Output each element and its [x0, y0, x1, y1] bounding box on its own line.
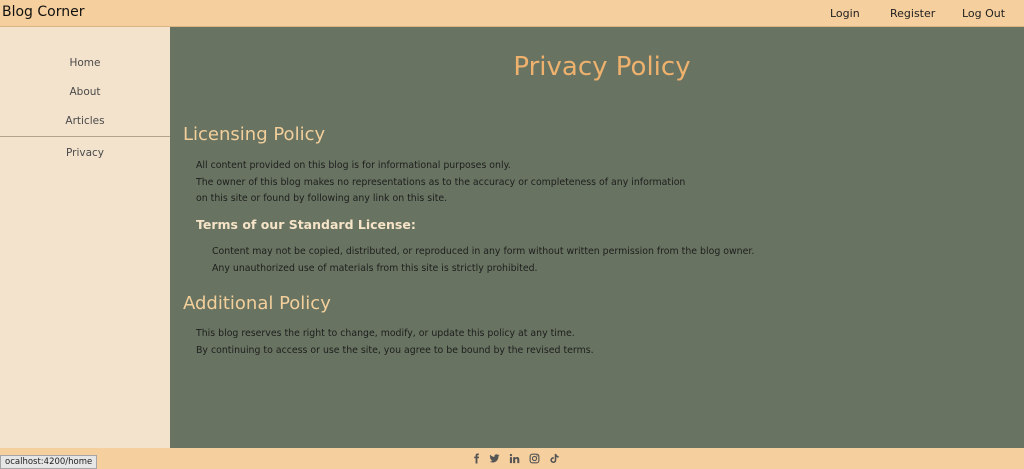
sidebar-divider [0, 136, 170, 137]
license-terms-line-1: Content may not be copied, distributed, or reproduced in any form without written permission from the blog owner. [212, 246, 755, 257]
logout-link[interactable]: Log Out [962, 7, 1006, 20]
licensing-line-2: The owner of this blog makes no representations as to the accuracy or completeness of any information [196, 176, 686, 188]
license-terms-heading: Terms of our Standard License: [196, 217, 416, 232]
additional-policy-heading: Additional Policy [183, 293, 331, 314]
additional-policy-text [196, 326, 594, 359]
additional-line-2: By continuing to access or use the site, you agree to be bound by the revised terms. [196, 344, 594, 356]
top-navbar [0, 0, 1024, 27]
licensing-policy-text [196, 158, 685, 208]
instagram-icon[interactable] [527, 452, 541, 465]
footer [0, 448, 1024, 469]
tiktok-icon[interactable] [547, 452, 561, 465]
page-title: Privacy Policy [513, 52, 691, 82]
licensing-line-3: on this site or found by following any link on this site. [196, 193, 448, 204]
additional-line-1: This blog reserves the right to change, modify, or update this policy at any time. [196, 328, 575, 339]
license-terms-text [212, 244, 754, 277]
register-link[interactable]: Register [890, 7, 936, 20]
licensing-policy-heading: Licensing Policy [183, 124, 326, 145]
main-content [170, 27, 1024, 448]
brand-logo[interactable]: Blog Corner [2, 4, 85, 20]
sidebar-item-home[interactable]: Home [69, 57, 101, 69]
status-bar-url: ocalhost:4200/home [0, 455, 97, 469]
licensing-line-1: All content provided on this blog is for informational purposes only. [196, 160, 511, 171]
sidebar-item-about[interactable]: About [69, 86, 101, 98]
linkedin-icon[interactable] [507, 452, 521, 465]
sidebar-item-privacy[interactable]: Privacy [65, 147, 105, 159]
login-link[interactable]: Login [830, 7, 860, 20]
sidebar-item-articles[interactable]: Articles [65, 115, 105, 127]
twitter-icon[interactable] [487, 452, 501, 465]
license-terms-line-2: Any unauthorized use of materials from this site is strictly prohibited. [212, 262, 538, 274]
sidebar [0, 27, 170, 448]
facebook-icon[interactable] [469, 452, 483, 465]
